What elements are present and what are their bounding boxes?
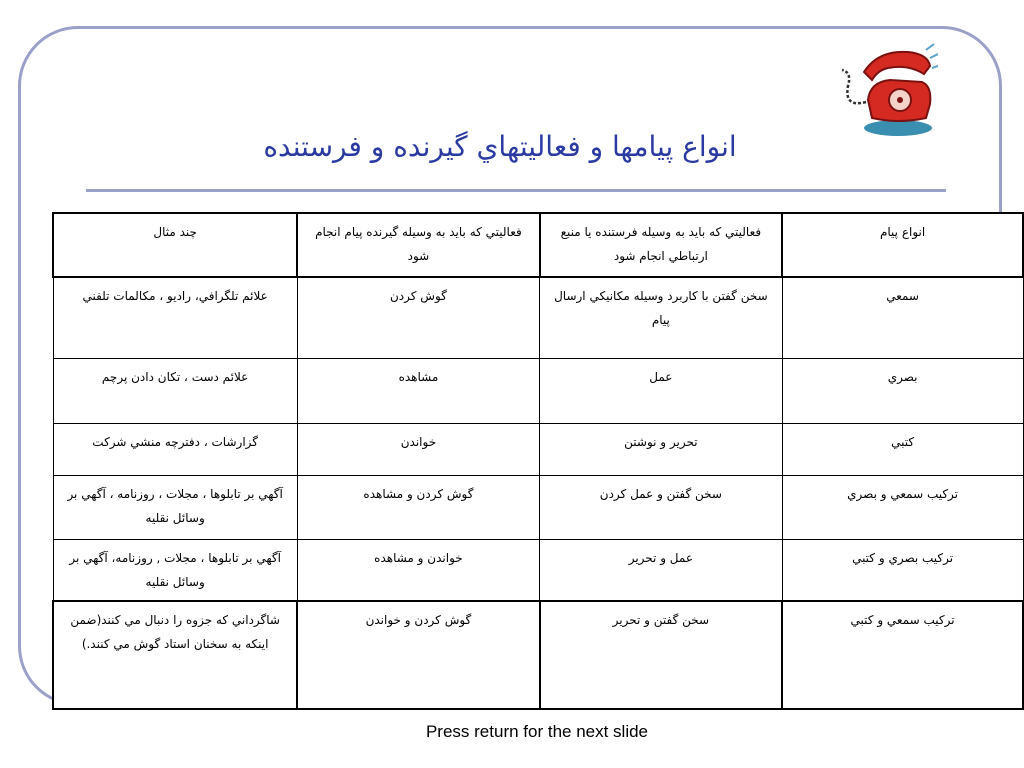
cell-type: كتبي <box>782 423 1023 475</box>
table-row <box>53 475 1023 539</box>
cell-example: علائم دست ، تكان دادن پرچم <box>53 358 297 423</box>
cell-sender: سخن گفتن با كاربرد وسيله مكانيكي ارسال پيام <box>540 277 783 358</box>
cell-receiver: مشاهده <box>297 358 539 423</box>
cell-type: سمعي <box>782 277 1023 358</box>
telephone-icon <box>838 42 938 138</box>
next-slide-hint: Press return for the next slide <box>425 722 649 741</box>
cell-receiver: خواندن <box>297 423 539 475</box>
cell-sender: عمل <box>540 358 783 423</box>
header-examples: چند مثال <box>53 213 297 277</box>
cell-example: گزارشات ، دفترچه منشي شركت <box>53 423 297 475</box>
message-types-table <box>52 212 1024 710</box>
table-row <box>53 358 1023 423</box>
cell-type: بصري <box>782 358 1023 423</box>
cell-sender: عمل و تحرير <box>540 539 783 601</box>
table-header-row <box>53 213 1023 277</box>
slide-title: انواع پيامها و فعاليتهاي گيرنده و فرستنده <box>263 130 737 163</box>
cell-sender: تحرير و نوشتن <box>540 423 783 475</box>
cell-type: تركيب بصري و كتبي <box>782 539 1023 601</box>
cell-receiver: خواندن و مشاهده <box>297 539 539 601</box>
table-row <box>53 539 1023 601</box>
cell-sender: سخن گفتن و عمل كردن <box>540 475 783 539</box>
title-divider <box>86 189 946 192</box>
header-message-types: انواع پيام <box>782 213 1023 277</box>
cell-receiver: گوش كردن <box>297 277 539 358</box>
cell-type: تركيب سمعي و كتبي <box>782 601 1023 709</box>
cell-receiver: گوش كردن و مشاهده <box>297 475 539 539</box>
cell-type: تركيب سمعي و بصري <box>782 475 1023 539</box>
cell-receiver: گوش كردن و خواندن <box>297 601 539 709</box>
table-row <box>53 277 1023 358</box>
cell-example: آگهي بر تابلوها ، مجلات ، روزنامه ، آگهي بر وسائل نقليه <box>53 475 297 539</box>
cell-sender: سخن گفتن و تحرير <box>540 601 783 709</box>
table-row <box>53 423 1023 475</box>
cell-example: آگهي بر تابلوها ، مجلات , روزنامه، آگهي بر وسائل نقليه <box>53 539 297 601</box>
header-receiver-activity: فعاليتي كه بايد به وسيله گيرنده پيام انجام شود <box>297 213 539 277</box>
cell-example: علائم تلگرافي، راديو ، مكالمات تلفني <box>53 277 297 358</box>
cell-example: شاگرداني كه جزوه را دنبال مي كنند(ضمن اينكه به سخنان استاد گوش مي كنند.) <box>53 601 297 709</box>
header-sender-activity: فعاليتي كه بايد به وسيله فرستنده يا منبع ارتباطي انجام شود <box>540 213 783 277</box>
table-row <box>53 601 1023 709</box>
